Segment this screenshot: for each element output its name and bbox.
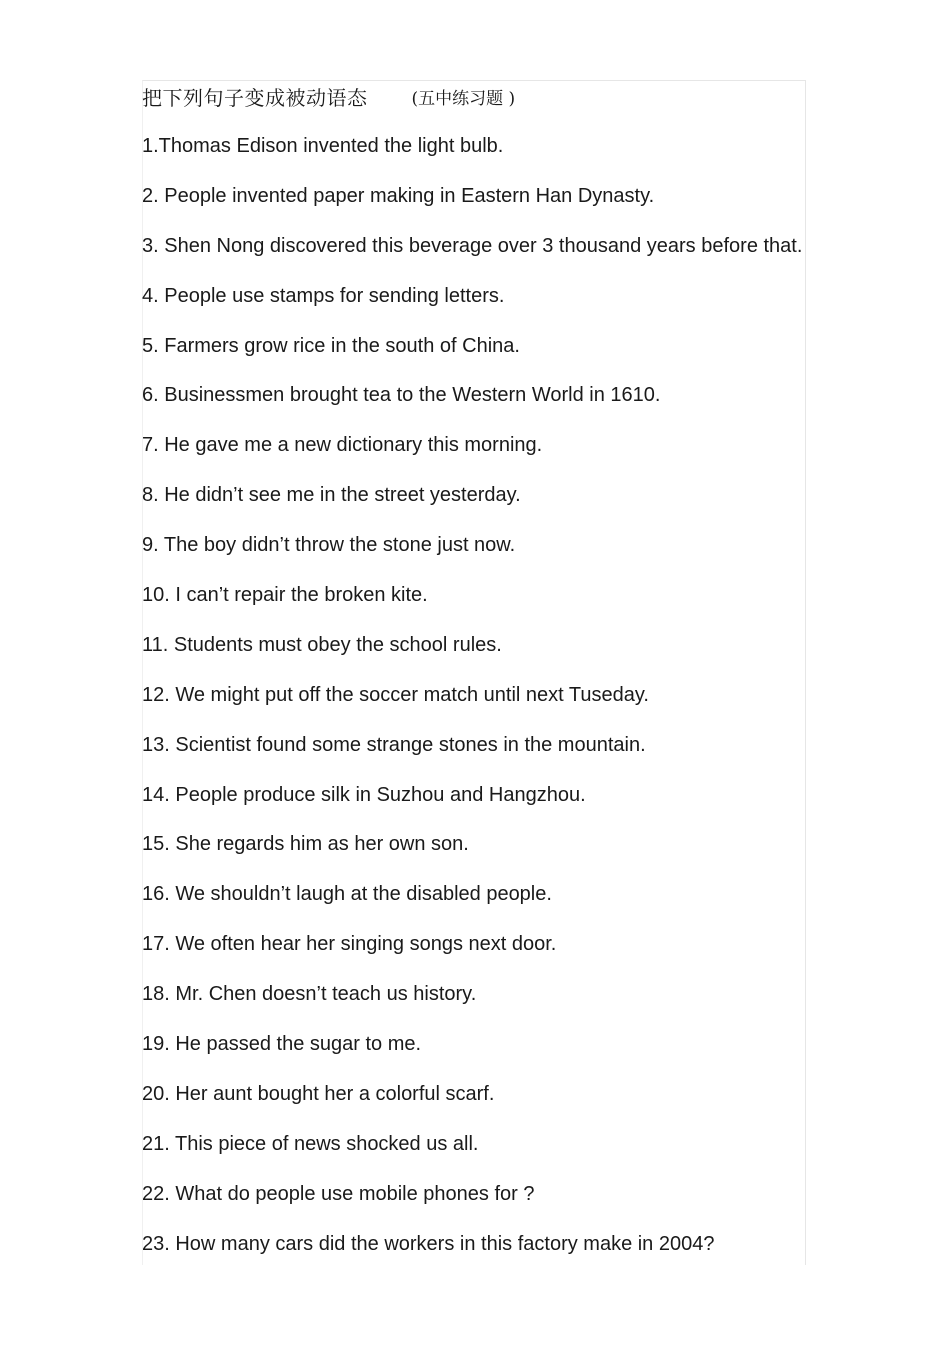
page-title: 把下列句子变成被动语态 [142,85,368,110]
sentence-9: 9. The boy didn’t throw the stone just now. [142,534,516,557]
sentence-7: 7. He gave me a new dictionary this morning. [142,434,543,457]
sentence-19: 19. He passed the sugar to me. [142,1033,422,1056]
sentence-13: 13. Scientist found some strange stones in the mountain. [142,733,646,756]
document-header [142,80,515,112]
sentence-5: 5. Farmers grow rice in the south of China. [142,334,520,357]
sentence-4: 4. People use stamps for sending letters. [142,284,505,307]
sentence-11: 11. Students must obey the school rules. [142,633,502,656]
sentence-list [142,133,802,1280]
sentence-21: 21. This piece of news shocked us all. [142,1132,479,1155]
sentence-20: 20. Her aunt bought her a colorful scarf. [142,1082,495,1105]
sentence-17: 17. We often hear her singing songs next door. [142,933,557,956]
sentence-10: 10. I can’t repair the broken kite. [142,584,428,607]
sentence-1: 1.Thomas Edison invented the light bulb. [142,135,504,157]
sentence-22: 22. What do people use mobile phones for ? [142,1182,535,1205]
sentence-3: 3. Shen Nong discovered this beverage over 3 thousand years before that. [142,234,803,257]
header-note: (五中练习题 ) [411,88,516,109]
sentence-2: 2. People invented paper making in Eastern Han Dynasty. [142,184,655,207]
sentence-15: 15. She regards him as her own son. [142,833,469,856]
sentence-8: 8. He didn’t see me in the street yesterday. [142,484,521,507]
sentence-18: 18. Mr. Chen doesn’t teach us history. [142,983,477,1006]
sentence-6: 6. Businessmen brought tea to the Western World in 1610. [142,384,661,407]
sentence-14: 14. People produce silk in Suzhou and Hangzhou. [142,783,586,806]
sentence-16: 16. We shouldn’t laugh at the disabled people. [142,883,552,906]
sentence-12: 12. We might put off the soccer match until next Tuseday. [142,683,649,706]
sentence-23: 23. How many cars did the workers in this factory make in 2004? [142,1232,715,1255]
